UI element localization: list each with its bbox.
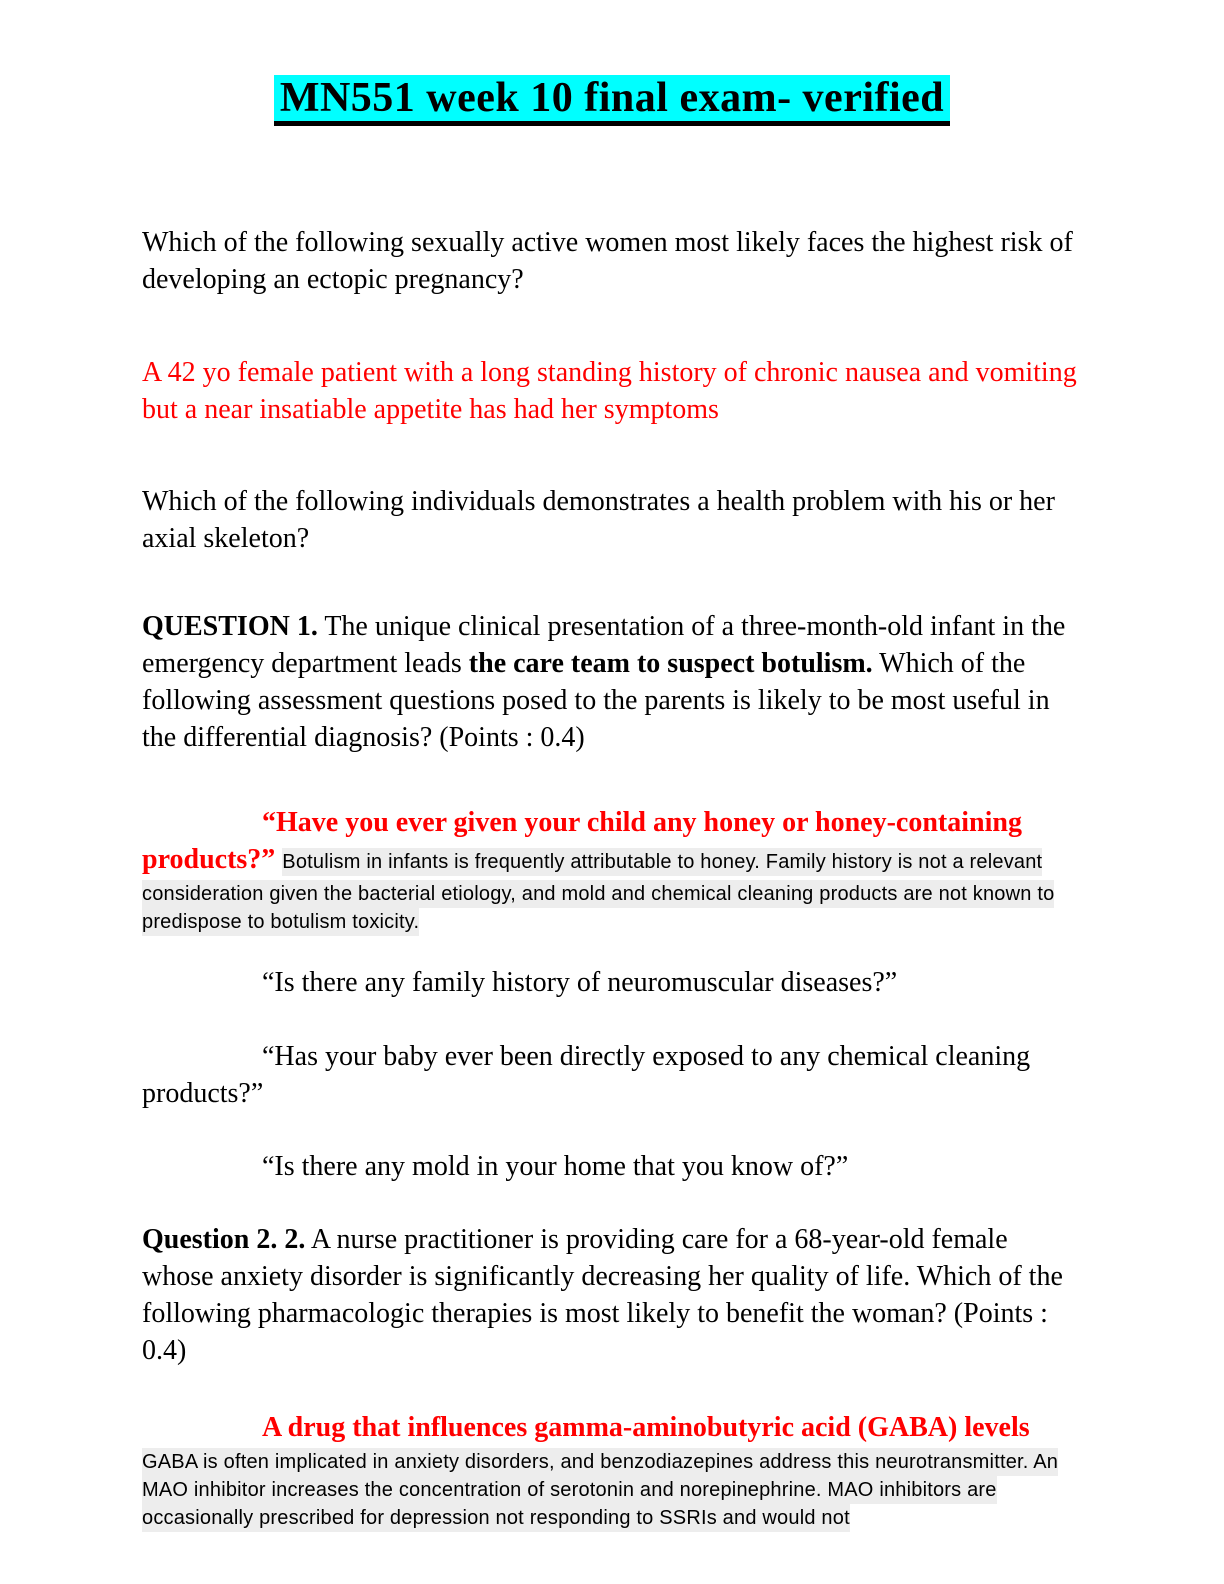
answer-1-rationale-note: Botulism in infants is frequently attributable to honey. Family history is not a relevant consideration given the bacterial etiology, and mold and chemical cleaning products are not known to predispose to botulism toxicity. xyxy=(142,848,1054,936)
question-1-text-a: The unique clinical presentation of a three-month-old infant in the emergency department leads xyxy=(142,611,1066,679)
question-1-label: QUESTION 1. xyxy=(142,611,318,642)
exam-title-highlighted-text: MN551 week 10 final exam- verified xyxy=(274,75,950,126)
question-2-label: Question 2. 2. xyxy=(142,1224,306,1255)
option-chemical-cleaning: “Has your baby ever been directly exposed to any chemical cleaning products?” xyxy=(142,1041,1031,1109)
question-ectopic-pregnancy: Which of the following sexually active women most likely faces the highest risk of developing an ectopic pregnancy? xyxy=(142,227,1073,295)
exam-title xyxy=(142,72,1082,124)
question-1-bold-phrase: the care team to suspect botulism. xyxy=(468,648,873,679)
question-2-text: A nurse practitioner is providing care for a 68-year-old female whose anxiety disorder is significantly decreasing her quality of life. Which of the following pharmacologic therapies is most likely to benefit the woman? (Points : 0.4) xyxy=(142,1224,1063,1366)
question-axial-skeleton: Which of the following individuals demonstrates a health problem with his or her axial skeleton? xyxy=(142,486,1055,554)
question-1-text-b: Which of the following assessment questions posed to the parents is likely to be most useful in the differential diagnosis? (Points : 0.4) xyxy=(142,648,1050,753)
red-note-nausea-patient: A 42 yo female patient with a long standing history of chronic nausea and vomiting but a near insatiable appetite has had her symptoms xyxy=(142,357,1077,425)
answer-2-rationale-note: GABA is often implicated in anxiety disorders, and benzodiazepines address this neurotransmitter. An MAO inhibitor increases the concentration of serotonin and norepinephrine. MAO inhibitors are occasionally prescribed for depression not responding to SSRIs and would not xyxy=(142,1448,1058,1532)
option-mold-home: “Is there any mold in your home that you know of?” xyxy=(262,1151,849,1182)
question-1 xyxy=(142,608,1082,756)
answer-2 xyxy=(142,1409,1082,1530)
answer-2-correct-text: A drug that influences gamma-aminobutyric acid (GABA) levels xyxy=(262,1412,1030,1443)
answer-1 xyxy=(142,804,1082,934)
question-2 xyxy=(142,1221,1082,1369)
answer-1-correct-text: “Have you ever given your child any honey or honey-containing products?” xyxy=(142,807,1022,875)
option-family-history: “Is there any family history of neuromuscular diseases?” xyxy=(262,967,898,998)
